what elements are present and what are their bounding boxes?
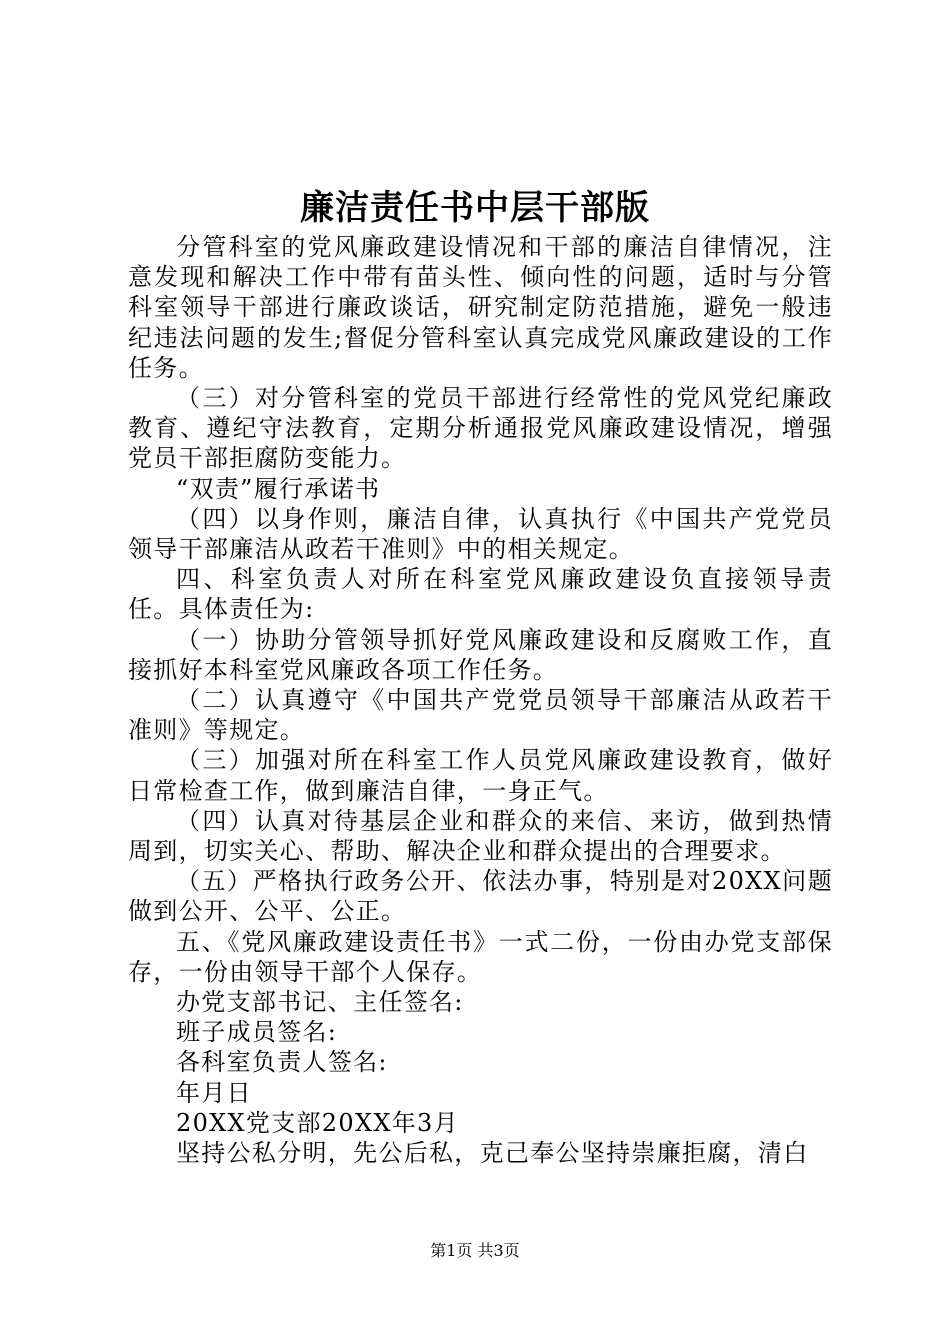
body-paragraph: 分管科室的党风廉政建设情况和干部的廉洁自律情况，注意发现和解决工作中带有苗头性、倾向性的问题，适时与分管科室领导干部进行廉政谈话，研究制定防范措施，避免一般违纪违法问题的发生;督促分管科室认真完成党风廉政建设的工作任务。 (128, 233, 833, 382)
body-paragraph: （四）以身作则，廉洁自律，认真执行《中国共产党党员领导干部廉洁从政若干准则》中的相关规定。 (128, 504, 833, 564)
body-paragraph: （三）对分管科室的党员干部进行经常性的党风党纪廉政教育、遵纪守法教育，定期分析通报党风廉政建设情况，增强党员干部拒腐防变能力。 (128, 384, 833, 473)
body-paragraph: （一）协助分管领导抓好党风廉政建设和反腐败工作，直接抓好本科室党风廉政各项工作任务。 (128, 625, 833, 684)
body-paragraph: （二）认真遵守《中国共产党党员领导干部廉洁从政若干准则》等规定。 (128, 686, 833, 745)
signature-date: 年月日 (176, 1078, 252, 1107)
signature-issuer: 20XX党支部20XX年3月 (176, 1108, 459, 1137)
signature-line-members: 班子成员签名: (176, 1018, 338, 1047)
body-paragraph: “双责”履行承诺书 (176, 474, 381, 503)
signature-line-section-heads: 各科室负责人签名: (176, 1048, 388, 1077)
closing-line: 坚持公私分明，先公后私，克己奉公坚持崇廉拒腐，清白 (176, 1139, 809, 1168)
page-number: 第1页 共3页 (430, 1241, 520, 1260)
body-paragraph: （四）认真对待基层企业和群众的来信、来访，做到热情周到，切实关心、帮助、解决企业和群众提出的合理要求。 (128, 806, 833, 866)
document-title: 廉洁责任书中层干部版 (300, 188, 650, 228)
signature-line-secretary: 办党支部书记、主任签名: (176, 988, 464, 1017)
body-paragraph: 四、科室负责人对所在科室党风廉政建设负直接领导责任。具体责任为: (128, 565, 833, 624)
body-paragraph: （三）加强对所在科室工作人员党风廉政建设教育，做好日常检查工作，做到廉洁自律，一身正气。 (128, 746, 833, 805)
document-body (128, 232, 833, 1168)
body-paragraph: （五）严格执行政务公开、依法办事，特别是对20XX问题做到公开、公平、公正。 (128, 867, 833, 926)
body-paragraph: 五、《党风廉政建设责任书》一式二份，一份由办党支部保存，一份由领导干部个人保存。 (128, 927, 833, 986)
